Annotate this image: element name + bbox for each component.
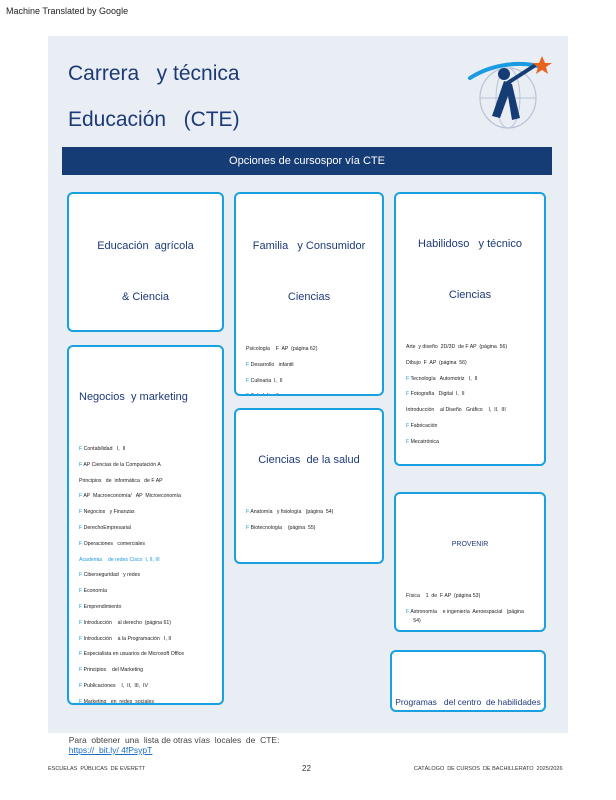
footer-catalog: CATÁLOGO DE CURSOS DE BACHILLERATO 2025/2026 — [414, 766, 563, 772]
course-item: F Fotografía Digital I, II — [406, 391, 465, 398]
course-list — [396, 344, 544, 466]
course-item: F Operaciones comerciales — [79, 540, 146, 547]
course-item: F Desarrollo infantil — [246, 361, 294, 368]
box-family-consumer-sciences — [234, 192, 384, 396]
footer-page-number: 22 — [302, 764, 311, 773]
machine-translated-note: Machine Translated by Google — [6, 6, 129, 16]
box-title-line: Ciencias — [448, 289, 492, 301]
other-pathways-text: Para obtener una lista de otras vías locales de CTE: — [68, 735, 280, 745]
box-title-line: Programas del centro de habilidades — [395, 697, 541, 707]
box-title — [396, 202, 544, 338]
box-title-line: Ciencias de la salud — [258, 454, 360, 466]
course-item: Física 1 de F AP (página 53) — [406, 593, 481, 599]
course-item: F Negocios y Finanzas — [79, 509, 135, 516]
box-skilled-technical-sciences — [394, 192, 546, 466]
course-item: F AP Macroeconomía/ AP Microeconomía — [79, 493, 181, 500]
course-list — [69, 446, 222, 705]
course-item: F Contabilidad I, II — [79, 446, 126, 452]
course-item: Principios de informática de F AP — [79, 477, 163, 484]
page-title-line1: Carrera y técnica — [68, 62, 240, 85]
course-item: Arte y diseño 2D/3D de F AP (página 56) — [406, 344, 508, 350]
course-item: F Principios del Marketing — [79, 667, 144, 674]
course-item: 54) — [406, 617, 421, 624]
box-provenir — [394, 492, 546, 632]
box-title-line: & Ciencia — [121, 291, 170, 303]
box-title — [69, 355, 222, 440]
box-title — [69, 204, 222, 332]
box-business-marketing — [67, 345, 224, 705]
course-list — [236, 346, 382, 396]
course-item: F Ciberseguridad y redes — [79, 572, 141, 579]
course-item — [246, 393, 376, 396]
course-item: F Introducción al derecho (página 61) — [79, 619, 171, 626]
course-item: F Marketing en redes sociales — [79, 698, 154, 705]
course-item: F Biotecnología (página 55) — [246, 524, 316, 531]
box-health-sciences — [234, 408, 384, 564]
course-item: F Economía — [79, 588, 107, 595]
box-title-line: Educación agrícola — [97, 240, 194, 252]
course-item: F Tecnología Automotriz I, II — [406, 375, 478, 382]
box-title — [392, 660, 544, 712]
course-item: F Especialista en usuarios de Microsoft Office — [79, 651, 185, 658]
course-list — [236, 509, 382, 564]
footer-district: ESCUELAS PÚBLICAS DE EVERETT — [48, 766, 146, 772]
course-item: F Fabricación — [406, 422, 438, 429]
course-item: F DerechoEmpresarial — [79, 524, 131, 531]
box-title-line: Negocios y marketing — [79, 391, 188, 403]
course-item: F Culinaria I, II — [246, 377, 283, 384]
course-item: F Mecatrónica — [406, 438, 439, 445]
course-item: F AP Ciencias de la Computación A — [79, 461, 161, 468]
course-item: Academia de redes Cisco I, II, III — [79, 556, 160, 563]
course-item: F Introducción a la Programación I, II — [79, 635, 172, 642]
page-title-line2: Educación (CTE) — [68, 108, 240, 131]
box-title-line: Habilidoso y técnico — [418, 238, 522, 250]
box-agricultural-education — [67, 192, 224, 332]
course-item: F Emprendimiento — [79, 603, 122, 610]
course-item: Dibujo F AP (página 56) — [406, 359, 467, 366]
course-item: F Astronomía e ingeniería Aeroespacial (página — [406, 608, 524, 615]
box-title — [236, 204, 382, 340]
box-skills-center-programs — [390, 650, 546, 712]
course-item: Psicología F AP (página 62) — [246, 346, 318, 352]
course-item: Introducción al Diseño Gráfico I, II, III — [406, 407, 506, 414]
course-item: F Publicaciones I, II, III, IV — [79, 682, 148, 689]
other-pathways-note — [64, 725, 279, 755]
box-title-line: PROVENIR — [451, 541, 489, 548]
person-globe-star-logo — [462, 46, 554, 136]
course-item: F Anatomía y fisiología (página 54) — [246, 509, 334, 515]
cte-pathways-link[interactable]: https:// bit.ly/ 4fPsypT — [68, 745, 153, 755]
box-title — [396, 502, 544, 587]
course-options-banner: Opciones de cursospor vía CTE — [62, 147, 552, 175]
box-title — [236, 418, 382, 503]
box-title-line: Familia y Consumidor — [252, 240, 366, 252]
course-list — [396, 593, 544, 632]
box-title-line: Ciencias — [287, 291, 331, 303]
